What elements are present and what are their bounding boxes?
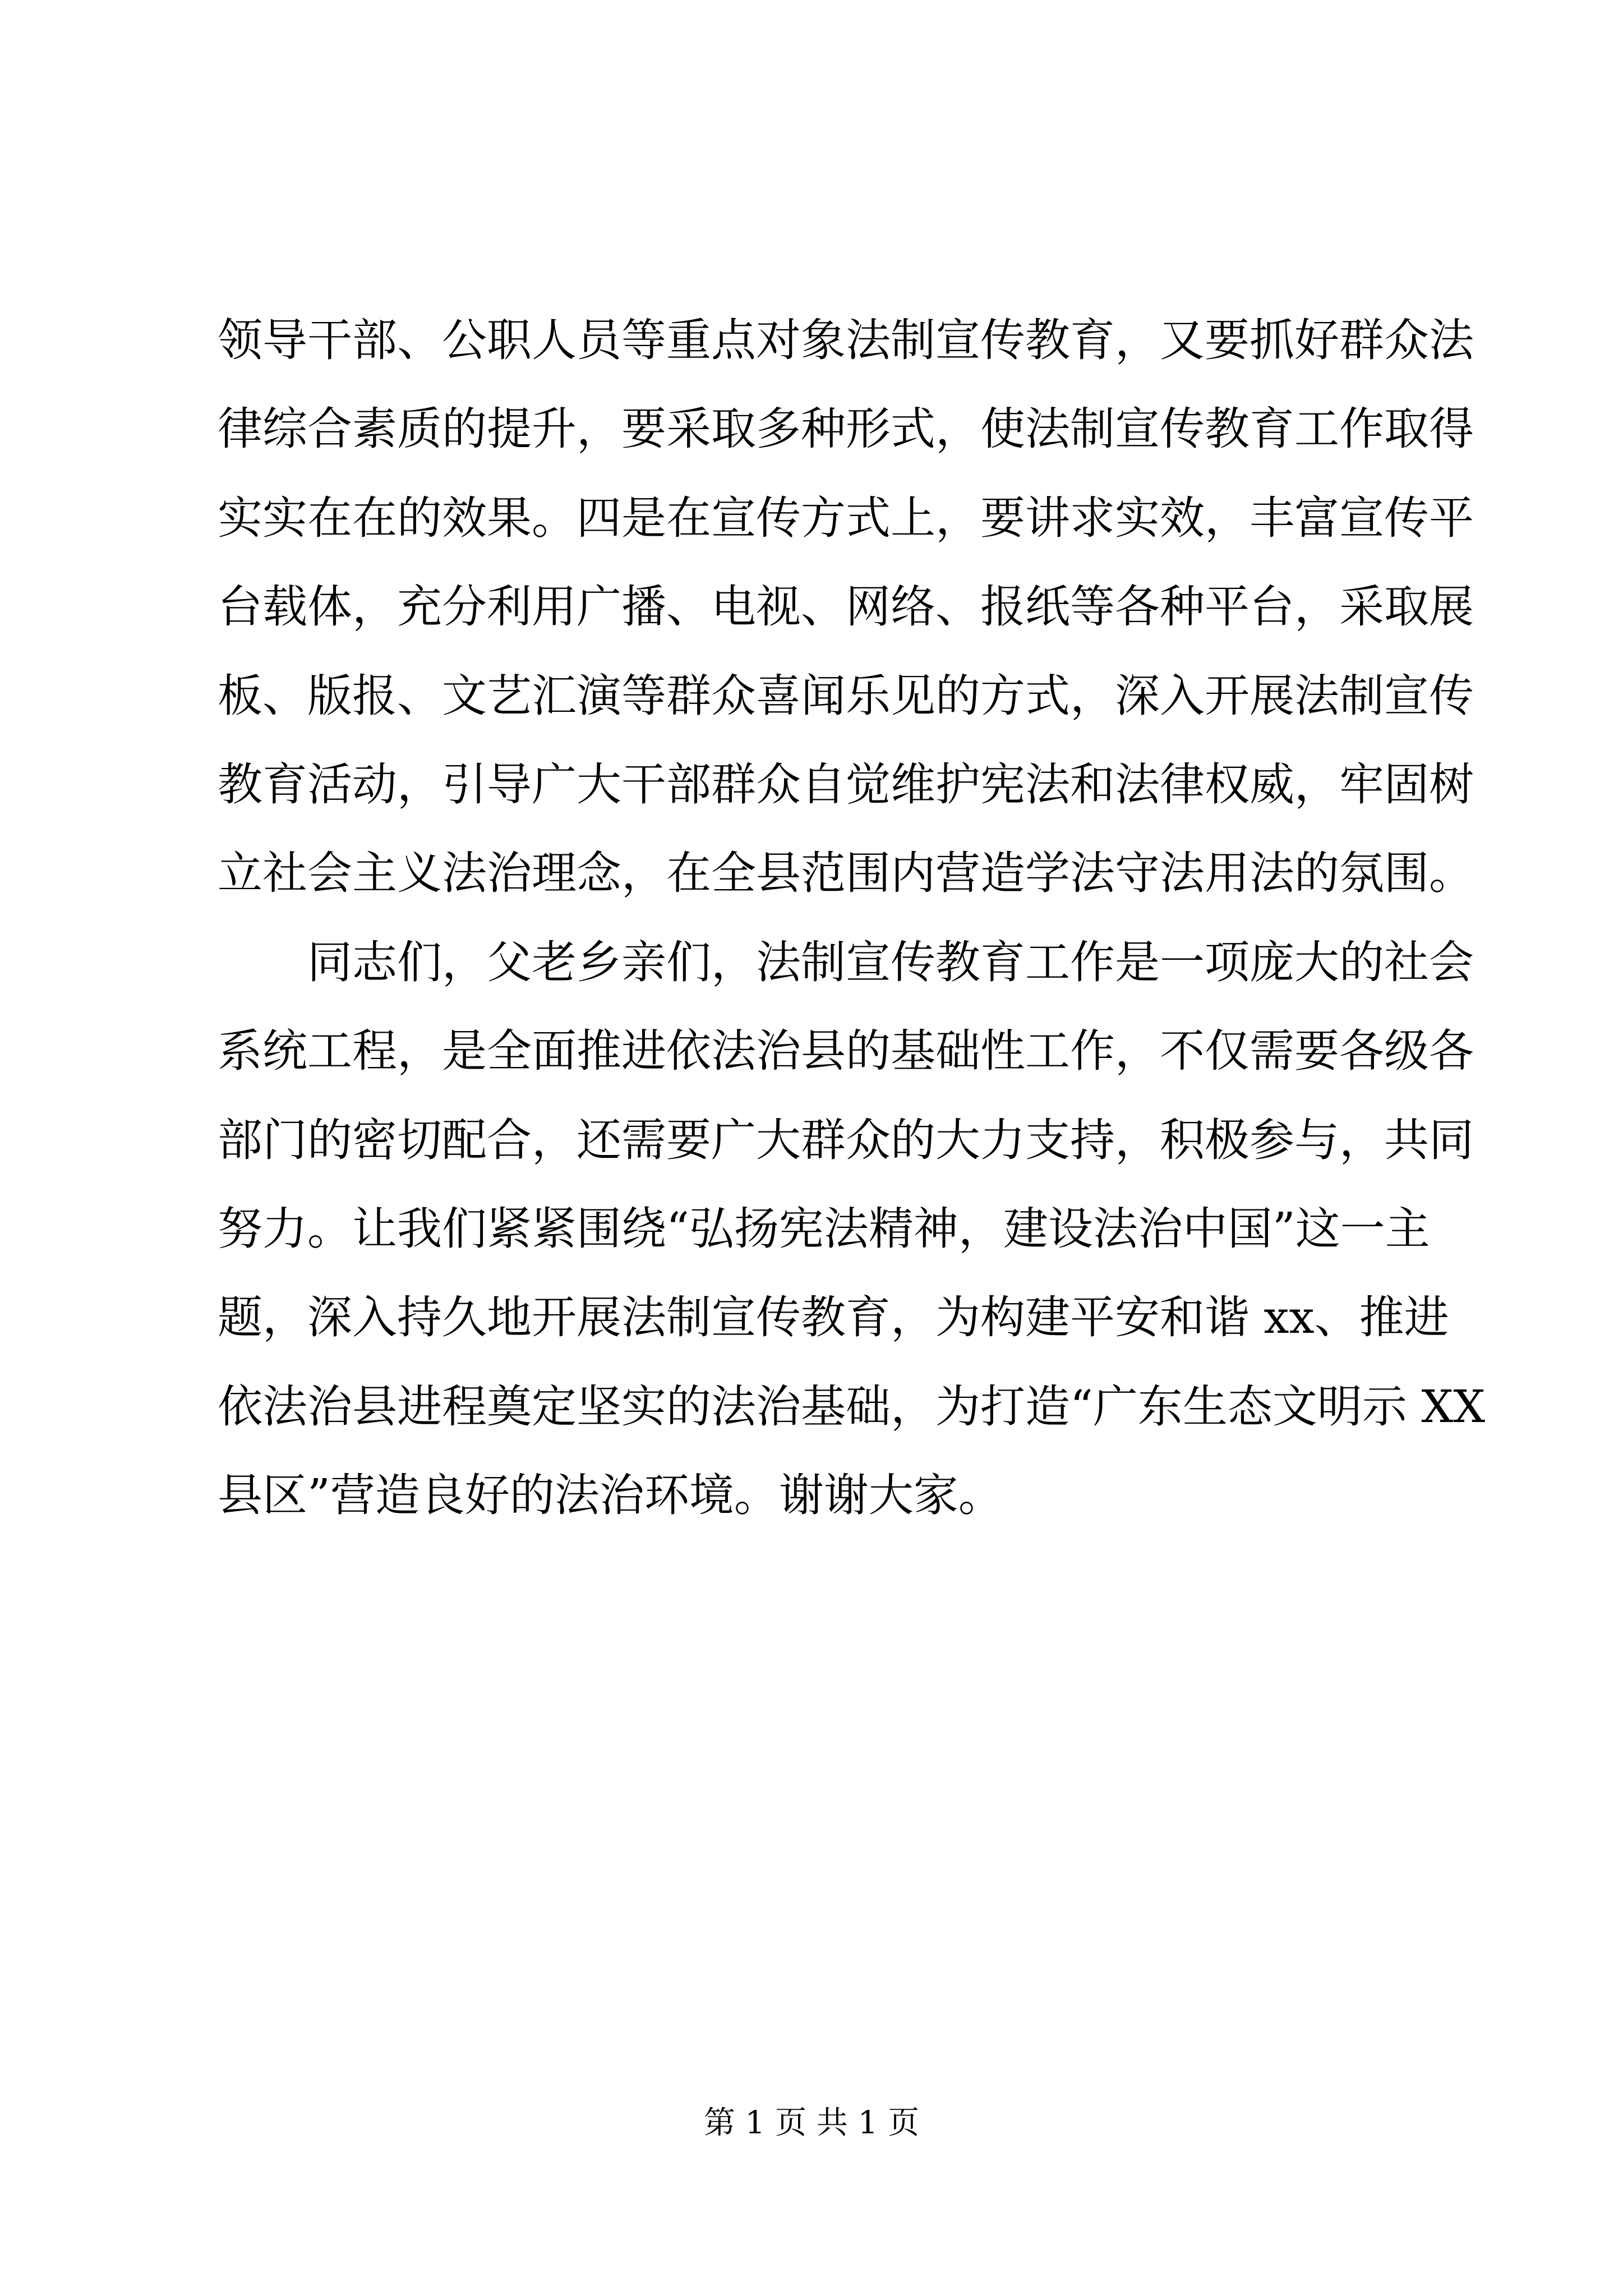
text-line: 台载体，充分利用广播、电视、网络、报纸等各种平台，采取展 [218,581,1474,633]
page-number-footer: 第 1 页 共 1 页 [703,2105,920,2141]
text-line: 依法治县进程奠定坚实的法治基础，为打造“广东生态文明示 XX [218,1380,1486,1433]
paragraph [218,296,1474,918]
text-line: 县区”营造良好的法治环境。谢谢大家。 [218,1469,1003,1522]
paragraph [218,918,1486,1540]
text-line: 同志们，父老乡亲们，法制宣传教育工作是一项庞大的社会 [307,936,1474,988]
text-line: 努力。让我们紧紧围绕“弘扬宪法精神，建设法治中国”这一主 [218,1202,1430,1255]
document-body [218,296,1486,1540]
text-line: 教育活动，引导广大干部群众自觉维护宪法和法律权威，牢固树 [218,758,1474,811]
text-line: 实实在在的效果。四是在宣传方式上，要讲求实效，丰富宣传平 [218,491,1474,544]
text-line: 部门的密切配合，还需要广大群众的大力支持，积极参与，共同 [218,1114,1474,1166]
text-line: 律综合素质的提升，要采取多种形式，使法制宣传教育工作取得 [218,403,1474,455]
text-line: 板、版报、文艺汇演等群众喜闻乐见的方式，深入开展法制宣传 [218,669,1474,722]
text-line: 立社会主义法治理念，在全县范围内营造学法守法用法的氛围。 [218,847,1474,900]
text-line: 领导干部、公职人员等重点对象法制宣传教育，又要抓好群众法 [218,314,1474,366]
text-line: 题，深入持久地开展法制宣传教育，为构建平安和谐 xx、推进 [218,1291,1449,1344]
text-line: 系统工程，是全面推进依法治县的基础性工作，不仅需要各级各 [218,1025,1474,1078]
